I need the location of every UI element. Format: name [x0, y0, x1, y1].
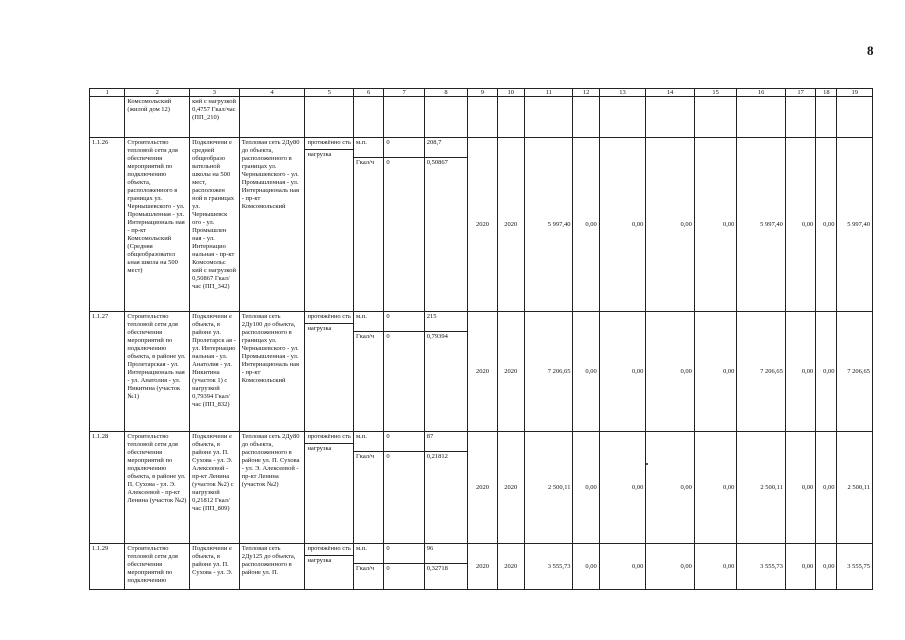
col-header: 6 [354, 89, 384, 97]
column-number-row [90, 89, 873, 97]
col-header: 11 [524, 89, 573, 97]
amount-cell: 0,00 [573, 312, 599, 432]
start-year: 2020 [468, 138, 497, 312]
amount-cell: 0,00 [694, 432, 736, 544]
connection-desc-cell: Подключени е средней общеобразо вательной школы на 500 мест, расположен ной в границах ул. Чернышевск ого - ул. Промышлен ная - ул. Интернацио нальная - пр-кт Комсомольс кий с нагрузкой 0,50867 Гкал/час (ПП_342) [190, 138, 240, 312]
amount-cell: 0,00 [599, 138, 646, 312]
param-cell: протяжённо сть нагрузка [305, 138, 354, 312]
start-year: 2020 [468, 544, 497, 590]
amount-cell: 0,00 [646, 312, 695, 432]
amount-cell: 0,00 [646, 544, 695, 590]
start-year: 2020 [468, 312, 497, 432]
before-value-cell: 0 0 [384, 544, 424, 590]
after-value-cell: 215 0,79394 [424, 312, 468, 432]
amount-cell: 0,00 [816, 544, 837, 590]
amount-cell: 3 555,73 [737, 544, 786, 590]
amount-cell: 0,00 [599, 312, 646, 432]
unit-cell: м.п. Гкал/ч [354, 312, 384, 432]
unit-cell: м.п. Гкал/ч [354, 432, 384, 544]
amount-cell: 0,00 [816, 312, 837, 432]
item-number: 1.1.26 [90, 138, 125, 312]
total-cell: 5 997,40 [837, 138, 873, 312]
end-year: 2020 [497, 432, 524, 544]
col-header: 3 [190, 89, 240, 97]
amount-cell: 0,00 [599, 544, 646, 590]
param-cell: протяжённо сть нагрузка [305, 432, 354, 544]
amount-cell: 7 206,65 [524, 312, 573, 432]
amount-cell: 2 500,11 [737, 432, 786, 544]
table-row [90, 432, 873, 544]
item-number: 1.1.28 [90, 432, 125, 544]
amount-cell: 5 997,40 [737, 138, 786, 312]
network-desc-cell: Тепловая сеть 2Ду80 до объекта, расположенного в районе ул. П. Сухова - ул. Э. Алексеевой - пр-кт Ленина (участок №2) [239, 432, 305, 544]
param-cell: протяжённо сть нагрузка [305, 544, 354, 590]
before-value-cell: 0 0 [384, 138, 424, 312]
table-row [90, 312, 873, 432]
object-name-cell: Комсомольский (жилой дом 12) [125, 97, 190, 138]
amount-cell: 0,00 [816, 138, 837, 312]
amount-cell: 0,00 [694, 544, 736, 590]
connection-desc-cell: Подключени е объекта, в районе ул. Пролетарск ая - ул. Интернацио нальная - ул. Анатолия - ул. Никитина (участок 1) с нагрузкой 0,79394 Гкал/час (ПП_832) [190, 312, 240, 432]
network-desc-cell: Тепловая сеть 2Ду125 до объекта, расположенного в районе ул. П. [239, 544, 305, 590]
amount-cell: 0,00 [785, 544, 815, 590]
start-year: 2020 [468, 432, 497, 544]
col-header: 7 [384, 89, 424, 97]
end-year: 2020 [497, 544, 524, 590]
amount-cell: 0,00 [694, 312, 736, 432]
end-year: 2020 [497, 138, 524, 312]
col-header: 2 [125, 89, 190, 97]
amount-cell: 0,00 [573, 432, 599, 544]
connection-desc-cell: кий с нагрузкой 0,4757 Гкал/час (ПП_210) [190, 97, 240, 138]
col-header: 13 [599, 89, 646, 97]
investment-program-table [89, 88, 873, 590]
unit-cell: м.п. Гкал/ч [354, 544, 384, 590]
object-name-cell: Строительство тепловой сети для обеспечения мероприятий по подключению объекта, в районе ул. Пролетарская - ул. Интернациональ ная - ул. Анатолия - ул. Никитина (участок №1) [125, 312, 190, 432]
col-header: 5 [305, 89, 354, 97]
col-header: 9 [468, 89, 497, 97]
amount-cell: 5 997,40 [524, 138, 573, 312]
network-desc-cell: Тепловая сеть 2Ду80 до объекта, расположенного в границах ул. Чернышевского - ул. Промышленная - ул. Интернациональ ная - пр-кт Комсомольский [239, 138, 305, 312]
amount-cell: 3 555,73 [524, 544, 573, 590]
end-year: 2020 [497, 312, 524, 432]
param-cell: протяжённо сть нагрузка [305, 312, 354, 432]
after-value-cell: 208,7 0,50867 [424, 138, 468, 312]
col-header: 17 [785, 89, 815, 97]
amount-cell: 0,00 [694, 138, 736, 312]
before-value-cell: 0 0 [384, 312, 424, 432]
item-number: 1.1.27 [90, 312, 125, 432]
col-header: 15 [694, 89, 736, 97]
object-name-cell: Строительство тепловой сети для обеспечения мероприятий по подключению объекта, в районе ул. П. Сухова - ул. Э. Алексеевой - пр-кт Ленина (участок №2) [125, 432, 190, 544]
item-number: 1.1.29 [90, 544, 125, 590]
col-header: 16 [737, 89, 786, 97]
col-header: 10 [497, 89, 524, 97]
network-desc-cell: Тепловая сеть 2Ду100 до объекта, расположенного в границах ул. Чернышевского - ул. Промышленная - ул. Интернациональ ная - пр-кт Комсомольский [239, 312, 305, 432]
col-header: 4 [239, 89, 305, 97]
amount-cell: 0,00 [785, 312, 815, 432]
object-name-cell: Строительство тепловой сети для обеспечения мероприятий по подключению [125, 544, 190, 590]
connection-desc-cell: Подключени е объекта, в районе ул. П. Сухова - ул. Э. [190, 544, 240, 590]
amount-cell: 0,00 [573, 544, 599, 590]
table-row-continuation [90, 97, 873, 138]
col-header: 1 [90, 89, 125, 97]
total-cell: 2 500,11 [837, 432, 873, 544]
amount-cell: 2 500,11 [524, 432, 573, 544]
total-cell: 3 555,75 [837, 544, 873, 590]
amount-cell: 0,00 [785, 138, 815, 312]
total-cell: 7 206,65 [837, 312, 873, 432]
unit-cell: м.п. Гкал/ч [354, 138, 384, 312]
table-row [90, 544, 873, 590]
object-name-cell: Строительство тепловой сети для обеспечения мероприятий по подключению объекта, расположенного в границах ул. Чернышевского - ул. Промышленная - ул. Интернациональ ная - пр-кт Комсомольский (Средняя общеобразовател ьная школа на 500 мест) [125, 138, 190, 312]
col-header: 8 [424, 89, 468, 97]
after-value-cell: 96 0,32718 [424, 544, 468, 590]
col-header: 14 [646, 89, 695, 97]
amount-cell: 7 206,65 [737, 312, 786, 432]
amount-cell: 0,00 [599, 432, 646, 544]
amount-cell: 0,00 [785, 432, 815, 544]
amount-cell: 0,00 [573, 138, 599, 312]
before-value-cell: 0 0 [384, 432, 424, 544]
amount-cell: 0,00 [816, 432, 837, 544]
col-header: 12 [573, 89, 599, 97]
after-value-cell: 87 0,21812 [424, 432, 468, 544]
table-row [90, 138, 873, 312]
col-header: 18 [816, 89, 837, 97]
amount-cell: 0,00 [646, 138, 695, 312]
page-number: 8 [867, 43, 874, 58]
connection-desc-cell: Подключени е объекта, в районе ул. П. Сухова - ул. Э. Алексеевой - пр-кт Ленина (участок №2) с нагрузкой 0,21812 Гкал/час (ПП_809) [190, 432, 240, 544]
col-header: 19 [837, 89, 873, 97]
amount-cell: 0,00 [646, 432, 695, 544]
